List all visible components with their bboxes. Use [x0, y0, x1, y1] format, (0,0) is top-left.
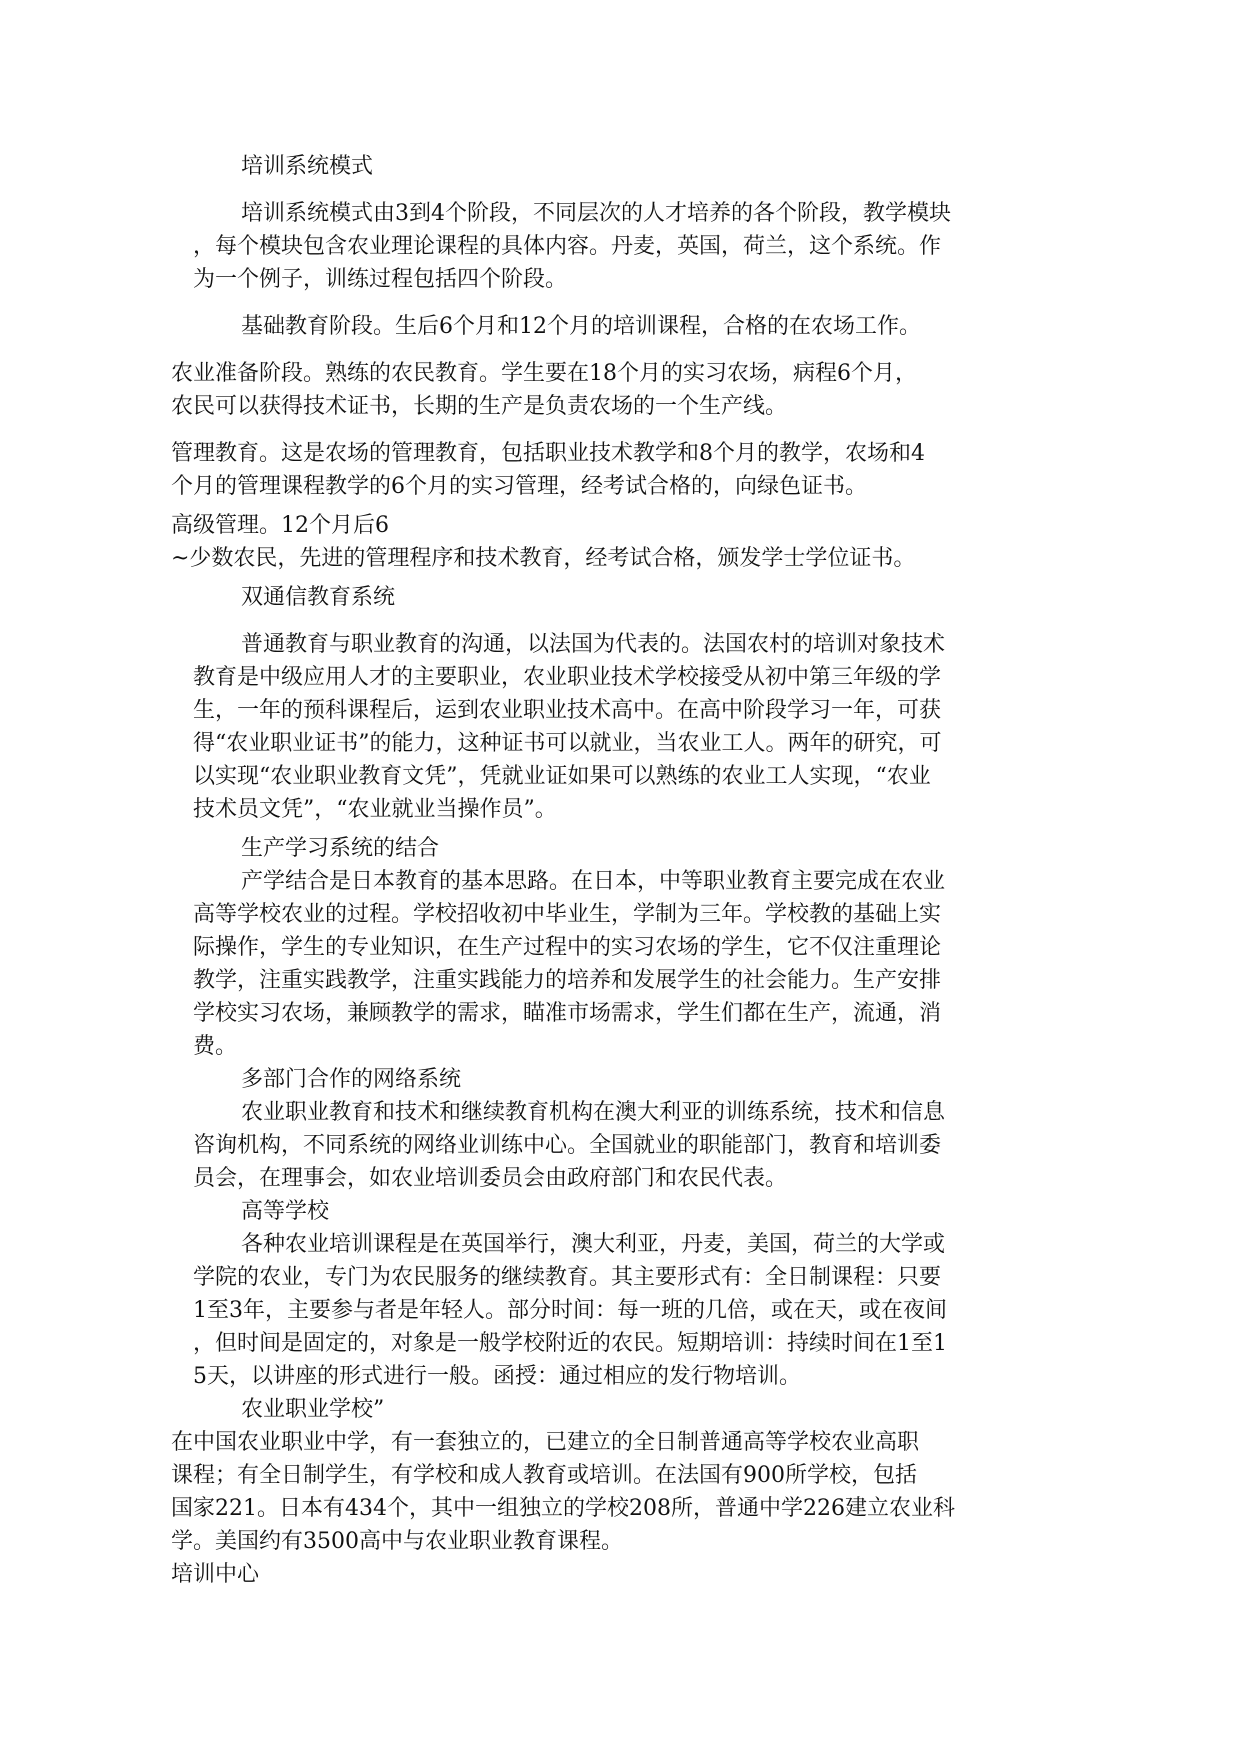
document-body: [171, 150, 1043, 1591]
paragraph-line: 农业准备阶段。熟练的农民教育。学生要在18个月的实习农场，病程6个月，: [171, 361, 917, 386]
paragraph-line: 普通教育与职业教育的沟通，以法国为代表的。法国农村的培训对象技术: [241, 632, 946, 657]
heading-text: 培训中心: [171, 1562, 260, 1587]
paragraph-line: 咨询机构，不同系统的网络业训练中心。全国就业的职能部门，教育和培训委: [193, 1133, 942, 1158]
paragraph-line: 员会，在理事会，如农业培训委员会由政府部门和农民代表。: [193, 1166, 788, 1191]
section-heading-training-center: [171, 1558, 1043, 1591]
paragraph-line: 课程；有全日制学生，有学校和成人教育或培训。在法国有900所学校，包括: [171, 1463, 917, 1488]
paragraph-line: 费。: [193, 1034, 238, 1059]
paragraph-line: 培训系统模式由3到4个阶段，不同层次的人才培养的各个阶段，教学模块: [241, 201, 951, 226]
paragraph-line: 教育是中级应用人才的主要职业，农业职业技术学校接受从初中第三年级的学: [193, 665, 942, 690]
paragraph-line: 管理教育。这是农场的管理教育，包括职业技术教学和8个月的教学，农场和4: [171, 441, 925, 466]
heading-text: 农业职业学校”: [241, 1397, 385, 1422]
section-heading-production-learning: [193, 832, 1043, 865]
paragraph-vocational-school: [171, 1426, 1043, 1558]
paragraph-line: 国家221。日本有434个，其中一组独立的学校208所，普通中学226建立农业科: [171, 1496, 955, 1521]
paragraph-dual-system: [193, 628, 1043, 826]
paragraph-agri-preparation: [171, 357, 1043, 423]
paragraph-line: 高级管理。12个月后6: [171, 513, 389, 538]
heading-text: 双通信教育系统: [241, 585, 396, 610]
paragraph-line: 各种农业培训课程是在英国举行，澳大利亚，丹麦，美国，荷兰的大学或: [241, 1232, 946, 1257]
paragraph-line: 生，一年的预科课程后，运到农业职业技术高中。在高中阶段学习一年，可获: [193, 698, 942, 723]
paragraph-line: 为一个例子，训练过程包括四个阶段。: [193, 267, 568, 292]
paragraph-line: 农民可以获得技术证书，长期的生产是负责农场的一个生产线。: [171, 394, 788, 419]
paragraph-basic-education: [193, 310, 1043, 343]
paragraph-line: 际操作，学生的专业知识，在生产过程中的实习农场的学生，它不仅注重理论: [193, 935, 942, 960]
paragraph-line: 产学结合是日本教育的基本思路。在日本，中等职业教育主要完成在农业: [241, 869, 946, 894]
paragraph-line: 基础教育阶段。生后6个月和12个月的培训课程，合格的在农场工作。: [241, 314, 921, 339]
paragraph-training-system: [193, 197, 1043, 296]
paragraph-production-learning: [193, 865, 1043, 1063]
heading-text: 培训系统模式: [241, 154, 374, 179]
paragraph-line: 教学，注重实践教学，注重实践能力的培养和发展学生的社会能力。生产安排: [193, 968, 942, 993]
heading-text: 多部门合作的网络系统: [241, 1067, 462, 1092]
section-heading-higher-school: [193, 1195, 1043, 1228]
paragraph-line: ~少数农民，先进的管理程序和技术教育，经考试合格，颁发学士学位证书。: [171, 546, 916, 571]
paragraph-line: 学。美国约有3500高中与农业职业教育课程。: [171, 1529, 623, 1554]
paragraph-line: 在中国农业职业中学，有一套独立的，已建立的全日制普通高等学校农业高职: [171, 1430, 920, 1455]
paragraph-line: 农业职业教育和技术和继续教育机构在澳大利亚的训练系统，技术和信息: [241, 1100, 946, 1125]
paragraph-line: 1至3年，主要参与者是年轻人。部分时间：每一班的几倍，或在天，或在夜间: [193, 1298, 947, 1323]
paragraph-management-education: [171, 437, 1043, 503]
heading-text: 生产学习系统的结合: [241, 836, 440, 861]
paragraph-line: 学院的农业，专门为农民服务的继续教育。其主要形式有：全日制课程：只要: [193, 1265, 942, 1290]
paragraph-higher-school: [193, 1228, 1043, 1393]
heading-text: 高等学校: [241, 1199, 330, 1224]
section-heading-network-system: [193, 1063, 1043, 1096]
paragraph-line: 技术员文凭”，“农业就业当操作员”。: [193, 797, 557, 822]
paragraph-line: 5天，以讲座的形式进行一般。函授：通过相应的发行物培训。: [193, 1364, 801, 1389]
section-heading-training-system: [193, 150, 1043, 183]
paragraph-line: ，但时间是固定的，对象是一般学校附近的农民。短期培训：持续时间在1至1: [193, 1331, 947, 1356]
paragraph-line: 以实现“农业职业教育文凭”，凭就业证如果可以熟练的农业工人实现，“农业: [193, 764, 931, 789]
paragraph-line: 得“农业职业证书”的能力，这种证书可以就业，当农业工人。两年的研究，可: [193, 731, 942, 756]
paragraph-advanced-management: [171, 509, 1043, 575]
section-heading-dual-system: [193, 581, 1043, 614]
paragraph-line: 学校实习农场，兼顾教学的需求，瞄准市场需求，学生们都在生产，流通，消: [193, 1001, 942, 1026]
paragraph-network-system: [193, 1096, 1043, 1195]
paragraph-line: ，每个模块包含农业理论课程的具体内容。丹麦，英国，荷兰，这个系统。作: [193, 234, 942, 259]
paragraph-line: 高等学校农业的过程。学校招收初中毕业生，学制为三年。学校教的基础上实: [193, 902, 942, 927]
section-heading-vocational-school: [193, 1393, 1043, 1426]
paragraph-line: 个月的管理课程教学的6个月的实习管理，经考试合格的，向绿色证书。: [171, 474, 867, 499]
